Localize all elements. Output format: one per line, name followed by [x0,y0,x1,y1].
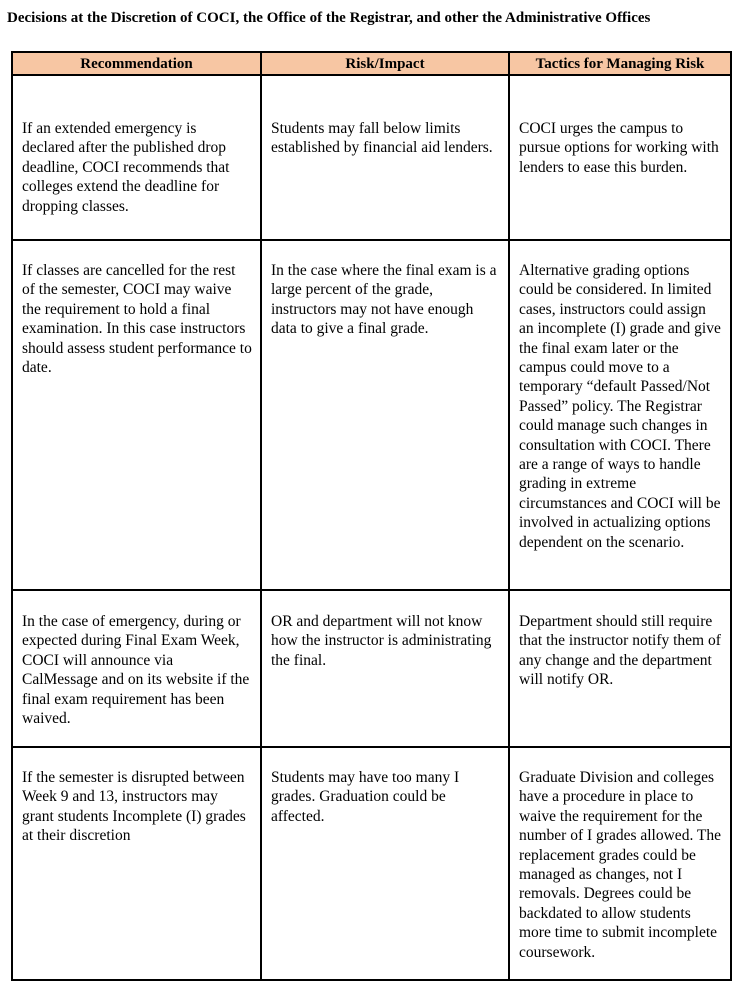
risk-text: In the case where the final exam is a large percent of the grade, instructors may not have enough data to give a final grade. [271,262,497,338]
recommendation-cell [12,590,261,747]
recommendation-text: If classes are cancelled for the rest of the semester, COCI may waive the requirement to hold a final examination. In this case instructors should assess student performance to date. [22,262,252,377]
risk-text: Students may have too many I grades. Graduation could be affected. [271,769,460,825]
recommendation-text: If the semester is disrupted between Week 9 and 13, instructors may grant students Incomplete (I) grades at their discretion [22,769,246,845]
recommendation-cell [12,240,261,590]
tactics-text: Graduate Division and colleges have a procedure in place to waive the requirement for the number of I grades allowed. The replacement grades could be managed as changes, not I removals. Degrees could be backdated to allow students more time to submit incomplete coursework. [519,769,722,961]
tactics-cell [509,590,731,747]
risk-cell [261,240,509,590]
decisions-table [11,51,732,981]
recommendation-cell [12,75,261,240]
table-row [12,590,731,747]
tactics-cell [509,747,731,980]
tactics-cell [509,75,731,240]
table-row [12,747,731,980]
column-header-recommendation: Recommendation [12,52,261,75]
column-header-risk-impact: Risk/Impact [261,52,509,75]
recommendation-text: If an extended emergency is declared after the published drop deadline, COCI recommends that colleges extend the deadline for dropping classes. [22,120,230,215]
tactics-text: COCI urges the campus to pursue options for working with lenders to ease this burden. [519,120,719,176]
risk-cell [261,590,509,747]
tactics-text: Department should still require that the instructor notify them of any change and the department will notify OR. [519,613,721,689]
table-row [12,240,731,590]
document-title: Decisions at the Discretion of COCI, the Office of the Registrar, and other the Administrative Offices [7,10,651,26]
tactics-text: Alternative grading options could be considered. In limited cases, instructors could assign an incomplete (I) grade and give the final exam later or the campus could move to a temporary “default Passed/Not Passed” policy. The Registrar could manage such changes in consultation with COCI. There are a range of ways to handle grading in extreme circumstances and COCI will be involved in actualizing options dependent on the scenario. [519,262,721,551]
risk-cell [261,75,509,240]
table-header-row [12,52,731,75]
risk-text: OR and department will not know how the instructor is administrating the final. [271,613,492,669]
recommendation-text: In the case of emergency, during or expected during Final Exam Week, COCI will announce via CalMessage and on its website if the final exam requirement has been waived. [22,613,250,728]
risk-cell [261,747,509,980]
column-header-tactics: Tactics for Managing Risk [509,52,731,75]
tactics-cell [509,240,731,590]
table-row [12,75,731,240]
recommendation-cell [12,747,261,980]
risk-text: Students may fall below limits established by financial aid lenders. [271,120,493,157]
